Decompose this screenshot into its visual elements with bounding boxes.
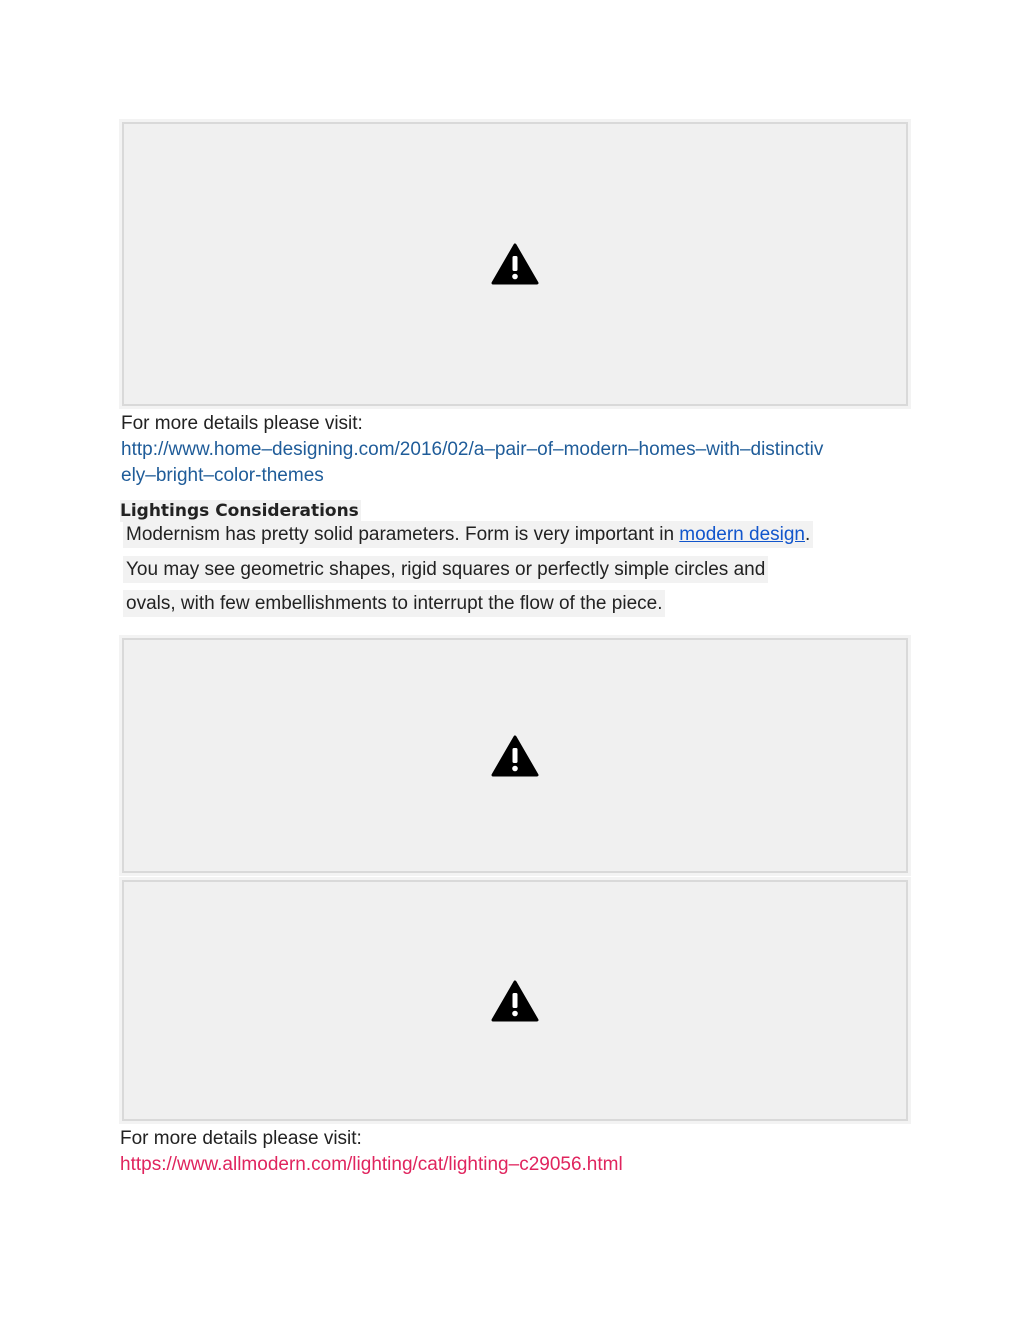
section-heading: Lightings Considerations [120, 501, 359, 521]
paragraph-period: . [805, 524, 811, 545]
paragraph-text: Modernism has pretty solid parameters. Form is very important in [126, 524, 680, 545]
warning-icon [491, 243, 539, 285]
details-link-line2[interactable]: ely–bright–color-themes [121, 465, 324, 486]
paragraph-line-2: You may see geometric shapes, rigid squares or perfectly simple circles and [123, 556, 768, 583]
paragraph-line-1 [123, 521, 813, 548]
details-caption: For more details please visit: [121, 413, 363, 434]
modern-design-link[interactable]: modern design [679, 524, 805, 545]
warning-icon [491, 980, 539, 1022]
warning-icon [491, 735, 539, 777]
broken-image-1 [122, 122, 908, 406]
broken-image-2 [122, 638, 908, 873]
paragraph-line-3: ovals, with few embellishments to interrupt the flow of the piece. [123, 590, 665, 617]
allmodern-link[interactable]: https://www.allmodern.com/lighting/cat/lighting–c29056.html [120, 1154, 623, 1175]
details-caption-2: For more details please visit: [120, 1128, 362, 1149]
broken-image-3 [122, 880, 908, 1121]
details-link-line1[interactable]: http://www.home–designing.com/2016/02/a–pair–of–modern–homes–with–distinctiv [121, 439, 824, 460]
